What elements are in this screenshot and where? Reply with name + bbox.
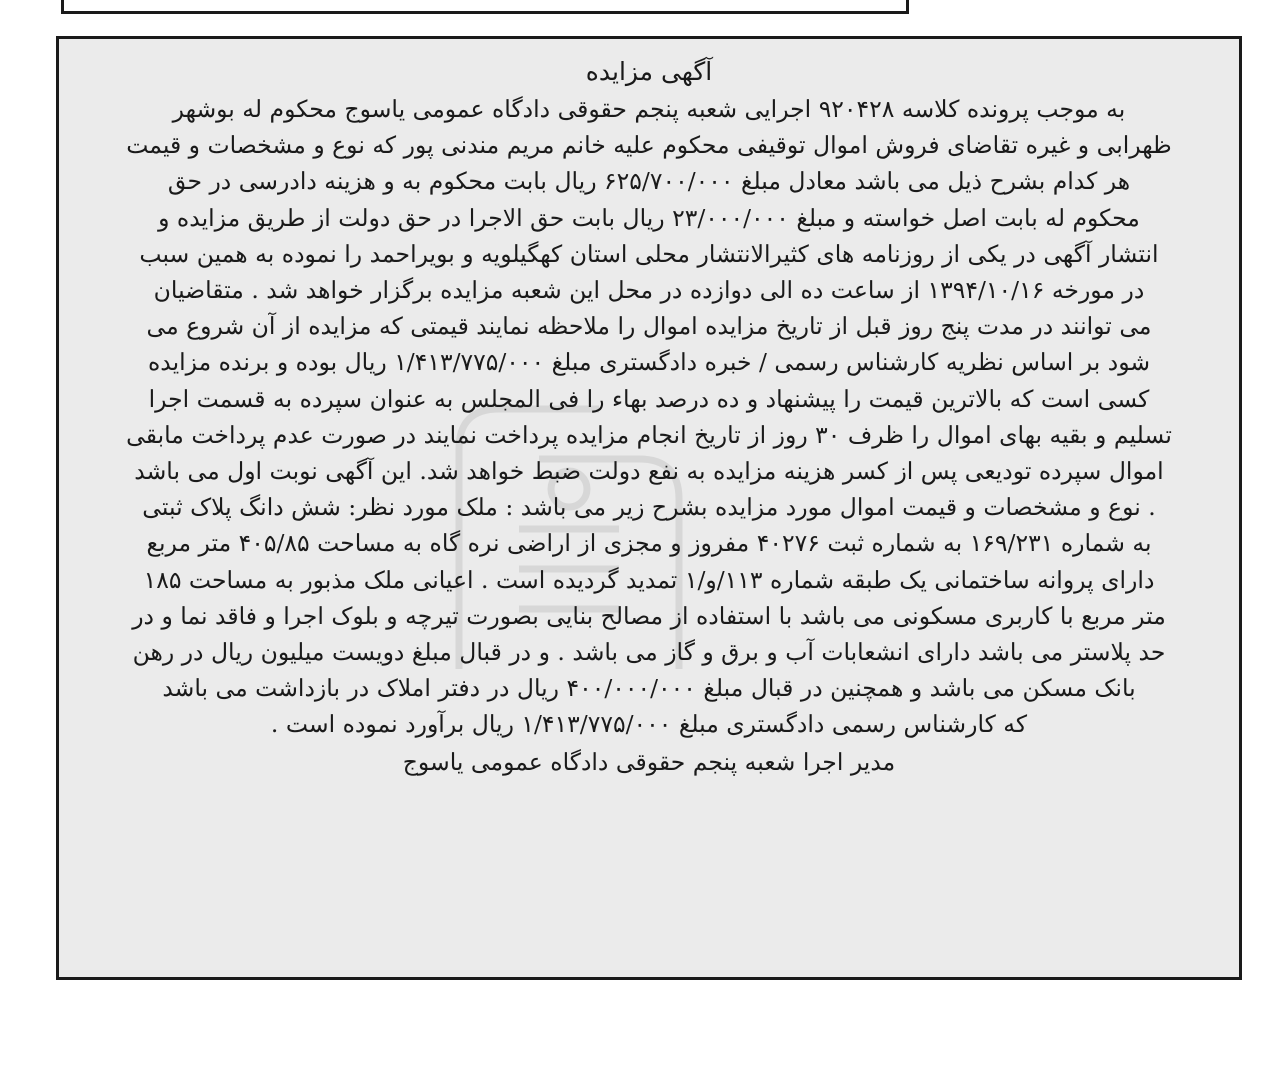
notice-line: اموال سپرده تودیعی پس از کسر هزینه مزایده به نفع دولت ضبط خواهد شد. این آگهی نوبت اول می باشد [134, 457, 1164, 486]
notice-line: به شماره ۱۶۹/۲۳۱ به شماره ثبت ۴۰۲۷۶ مفروز و مجزی از اراضی نره گاه به مساحت ۴۰۵/۸۵ متر مربع [146, 529, 1152, 558]
notice-line: بانک مسکن می باشد و همچنین در قبال مبلغ ۴۰۰/۰۰۰/۰۰۰ ریال در دفتر املاک در بازداشت می باشد [162, 674, 1136, 703]
notice-line: . نوع و مشخصات و قیمت اموال مورد مزایده بشرح زیر می باشد : ملک مورد نظر: شش دانگ پلاک ثبتی [142, 493, 1156, 522]
notice-line: می توانند در مدت پنج روز قبل از تاریخ مزایده اموال را ملاحظه نمایند قیمتی که مزایده از آن شروع می [146, 312, 1152, 341]
notice-signature: مدیر اجرا شعبه پنجم حقوقی دادگاه عمومی یاسوج [402, 747, 896, 776]
notice-line: ظهرابی و غیره تقاضای فروش اموال توقیفی محکوم علیه خانم مریم مندنی پور که نوع و مشخصات و قیمت [126, 131, 1172, 160]
notice-line: تسلیم و بقیه بهای اموال را ظرف ۳۰ روز از تاریخ انجام مزایده پرداخت نمایند در صورت عدم پرداخت مابقی [126, 420, 1172, 449]
notice-line: دارای پروانه ساختمانی یک طبقه شماره ۱۱۳/و/۱ تمدید گردیده است . اعیانی ملک مذبور به مساحت ۱۸۵ [143, 565, 1155, 594]
notice-line: در مورخه ۱۳۹۴/۱۰/۱۶ از ساعت ده الی دوازده در محل این شعبه مزایده برگزار خواهد شد . متقاضیان [153, 276, 1145, 305]
notice-line: که کارشناس رسمی دادگستری مبلغ ۱/۴۱۳/۷۷۵/۰۰۰ ریال برآورد نموده است . [270, 710, 1028, 739]
notice-line: کسی است که بالاترین قیمت را پیشنهاد و ده درصد بهاء را فی المجلس به عنوان سپرده به قسمت اجرا [148, 384, 1150, 413]
notice-line: حد پلاستر می باشد دارای انشعابات آب و برق و گاز می باشد . و در قبال مبلغ دویست میلیون ریال در رهن [132, 638, 1166, 667]
notice-line: محکوم له بابت اصل خواسته و مبلغ ۲۳/۰۰۰/۰۰۰ ریال بابت حق الاجرا در حق دولت از طریق مزایده و [158, 203, 1140, 232]
notice-line: به موجب پرونده کلاسه ۹۲۰۴۲۸ اجرایی شعبه پنجم حقوقی دادگاه عمومی یاسوج محکوم له بوشهر [172, 95, 1126, 123]
notice-line: متر مربع با کاربری مسکونی می باشد با استفاده از مصالح بنایی بصورت تیرچه و بلوک اجرا و فاقد نما و در [132, 601, 1166, 630]
auction-notice-box [56, 36, 1242, 980]
notice-line: انتشار آگهی در یکی از روزنامه های کثیرالانتشار محلی استان کهگیلویه و بویراحمد را نموده به همین سبب [139, 239, 1159, 268]
notice-line: هر کدام بشرح ذیل می باشد معادل مبلغ ۶۲۵/۷۰۰/۰۰۰ ریال بابت محکوم به و هزینه دادرسی در حق [167, 167, 1131, 196]
notice-content [71, 53, 1227, 781]
previous-notice-box [61, 0, 909, 14]
notice-title: آگهی مزایده [585, 57, 713, 86]
notice-body [71, 91, 1227, 743]
notice-line: شود بر اساس نظریه کارشناس رسمی / خبره دادگستری مبلغ ۱/۴۱۳/۷۷۵/۰۰۰ ریال بوده و برنده مزایده [147, 348, 1151, 377]
